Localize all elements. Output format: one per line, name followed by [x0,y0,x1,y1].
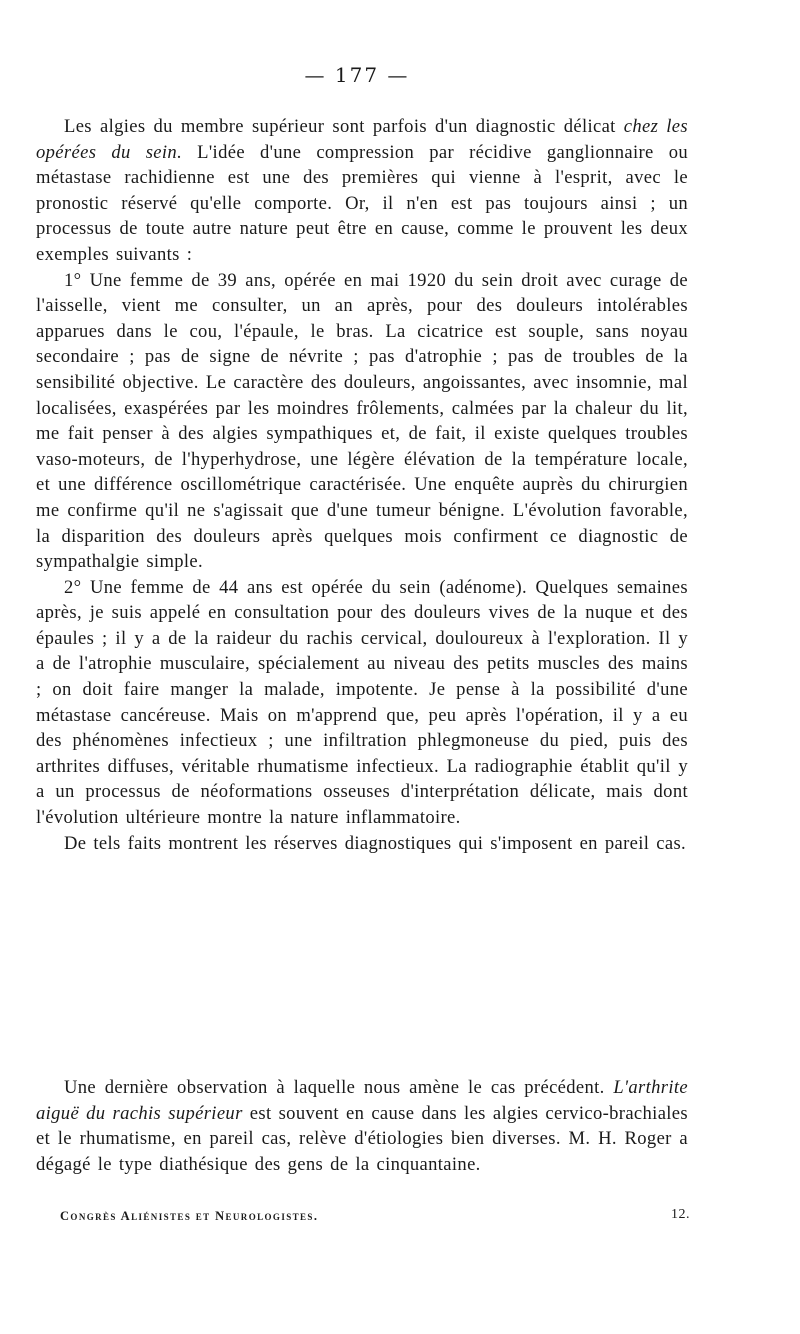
page-number: — 177 — [304,63,410,87]
paragraph-last-start: Une dernière observation à laquelle nous amène le cas précédent. [64,1077,614,1098]
paragraph-last-observation [36,1075,688,1177]
text-section-1 [36,114,688,856]
paragraph-intro-end: L'idée d'une compression par récidive ganglionnaire ou métastase rachidienne est une des premières qui vienne à l'esprit, avec le pronostic réservé qu'elle comporte. Or, il n'en est pas toujours ainsi ; un processus de toute autre nature peut être en cause, comme le prouvent les deux exemples suivants : [36,141,688,265]
paragraph-case-2: 2° Une femme de 44 ans est opérée du sein (adénome). Quelques semaines après, je suis appelé en consultation pour des douleurs vives de la nuque et des épaules ; il y a de la raideur du rachis cervical, douloureux à l'exploration. Il y a de l'atrophie musculaire, spécialement au niveau des petits muscles des mains ; on doit faire manger la malade, impotente. Je pense à la possibilité d'une métastase cancéreuse. Mais on m'apprend que, peu après l'opération, il y a eu des phénomènes infectieux ; une infiltration phlegmoneuse du pied, puis des arthrites diffuses, véritable rhumatisme infectieux. La radiographie établit qu'il y a un processus de néoformations osseuses d'interprétation délicate, mais dont l'évolution ultérieure montre la nature inflammatoire. [36,576,688,829]
paragraph-intro-emphasis: chez les opérées du sein. [36,116,688,163]
text-section-2 [36,1075,688,1177]
paragraph-last-emphasis: L'arthrite aiguë du rachis supérieur [36,1077,688,1124]
footer-signature: 12. [671,1207,690,1222]
paragraph-intro-start: Les algies du membre supérieur sont parfois d'un diagnostic délicat [64,116,624,137]
paragraph-case-1: 1° Une femme de 39 ans, opérée en mai 1920 du sein droit avec curage de l'aisselle, vient me consulter, un an après, pour des douleurs intolérables apparues dans le cou, l'épaule, le bras. La cicatrice est souple, sans noyau secondaire ; pas de signe de névrite ; pas d'atrophie ; pas de troubles de la sensibilité objective. Le caractère des douleurs, angoissantes, avec insomnie, mal localisées, exaspérées par les moindres frôlements, calmées par la chaleur du lit, me fait penser à des algies sympathiques et, de fait, il existe quelques troubles vaso-moteurs, de l'hyperhydrose, une légère élévation de la température locale, et une différence oscillométrique caractérisée. Une enquête auprès du chirurgien me confirme qu'il ne s'agissait que d'une tumeur bénigne. L'évolution favorable, la disparition des douleurs après quelques mois confirment ce diagnostic de sympathalgie simple. [36,269,688,573]
paragraph-last-end: est souvent en cause dans les algies cervico-brachiales et le rhumatisme, en pareil cas, relève d'étiologies bien diverses. M. H. Roger a dégagé le type diathésique des gens de la cinquantaine. [36,1102,688,1175]
page-footer [60,1209,690,1224]
footer-journal-title: Congrès Aliénistes et Neurologistes. [60,1209,319,1223]
paragraph-intro [36,114,688,268]
paragraph-conclusion: De tels faits montrent les réserves diagnostiques qui s'imposent en pareil cas. [64,832,687,854]
